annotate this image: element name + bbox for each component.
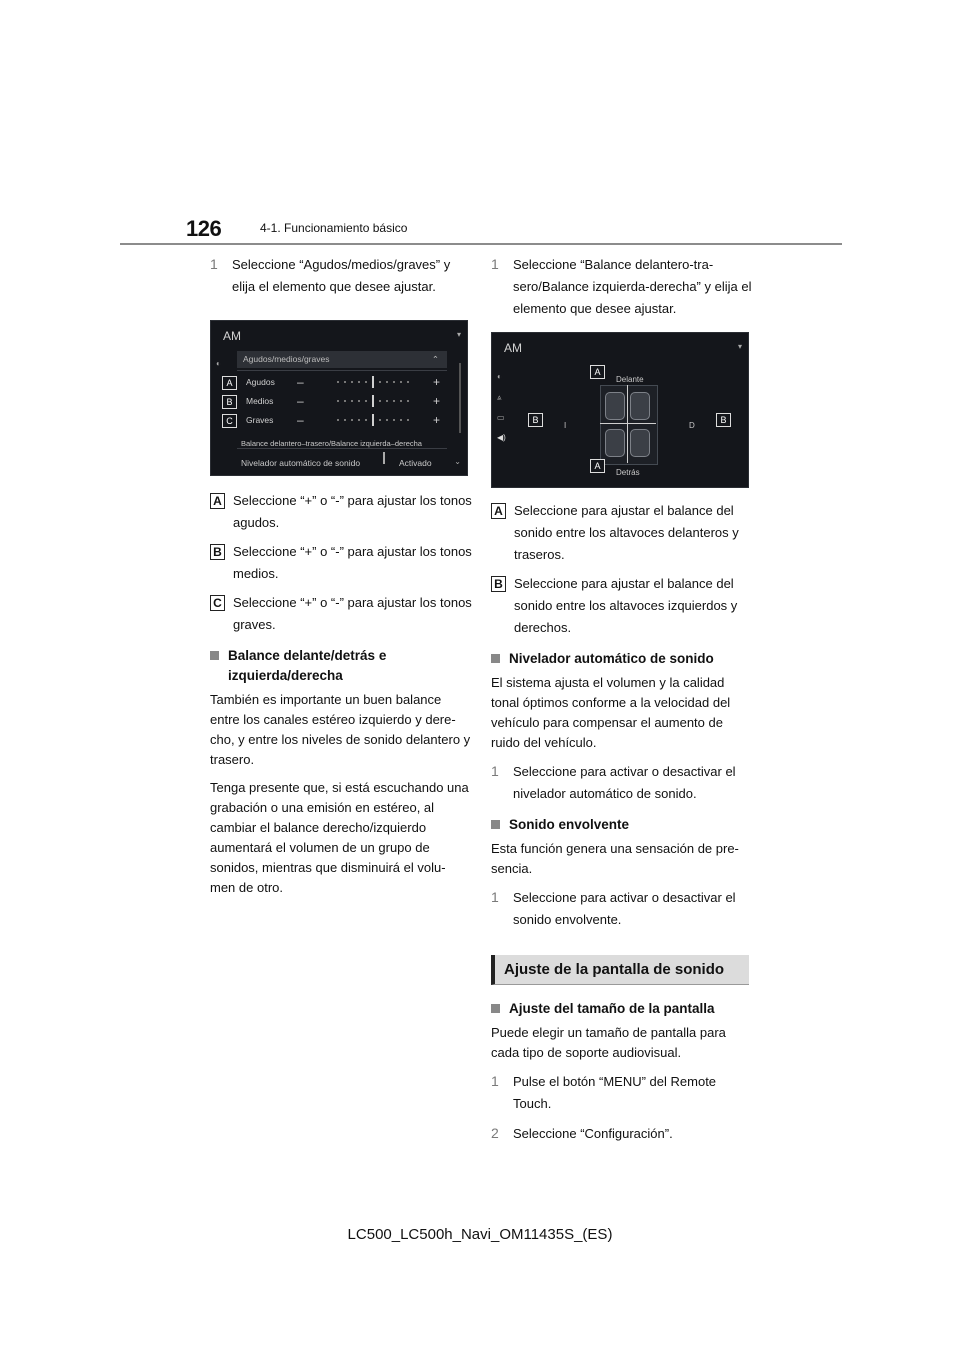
scrollbar[interactable] [459,363,461,433]
equalizer-icon: ⩓ [497,393,502,402]
bass-label: Graves [246,415,274,425]
divider [237,370,447,371]
callout-badge-a: A [222,376,237,390]
treble-label: Agudos [246,377,275,387]
auto-level-value: Activado [399,458,432,468]
legend-text-b: Seleccione para ajustar el balance del sonido entre los altavoces izquierdos y derechos. [514,576,738,635]
signal-icon: ▾ [456,330,461,339]
right-column [491,254,753,1153]
seat-rear-right [630,429,650,457]
mid-row [241,392,447,410]
subheading-text: Sonido envolvente [509,817,630,832]
step-number: 1 [491,763,499,779]
square-bullet-icon [210,651,219,660]
header-divider [120,243,842,245]
step-text: Pulse el botón “MENU” del Remote Touch. [513,1074,717,1111]
treble-row [241,373,447,391]
front-label: Delante [616,375,644,384]
subheading-text: Ajuste del tamaño de la pantalla [509,1001,715,1016]
paragraph-surround: Esta función genera una sensación de pre- sencia. [491,841,739,876]
callout-badge-a-front: A [590,365,605,379]
step-text: Seleccione “Balance delantero-tra- sero/Balance izquierda-derecha” y elija el elemento que desee ajustar. [513,257,752,316]
treble-plus-button[interactable]: + [433,375,441,389]
step-press-menu [491,1071,753,1115]
step-select-treble-mid-bass [210,254,472,298]
balance-menu-item[interactable]: Balance delantero–trasero/Balance izquierda–derecha [241,439,422,448]
legend-text-a: Seleccione para ajustar el balance del sonido entre los altavoces delanteros y traseros. [514,503,739,562]
seat-front-right [630,392,650,420]
legend-text-b: Seleccione “+” o “-” para ajustar los tonos medios. [233,544,472,581]
signal-icon: ▾ [737,342,742,351]
legend-badge-b: B [210,544,225,560]
screen-title: AM [223,329,241,343]
subheading-surround [491,815,753,835]
section-heading-sound-screen: Ajuste de la pantalla de sonido [491,955,749,985]
legend-item-c [210,592,472,636]
mid-minus-button[interactable]: – [297,394,304,408]
step-select-balance [491,254,753,320]
paragraph-balance-note: Tenga presente que, si está escuchando una grabación o una emisión en estéreo, al cambiar el balance derecho/izquierdo aumentará el volumen de un grupo de sonidos, mientras que disminuirá el volu- men de otro. [210,780,469,895]
step-number: 2 [491,1125,499,1141]
source-icon: ◐ [497,372,502,381]
source-icon: ◐ [216,359,221,368]
step-number: 1 [491,256,499,272]
subheading-auto-level [491,649,753,669]
section-title: 4-1. Funcionamiento básico [260,221,408,235]
bass-level-marker [372,414,374,426]
left-column [210,254,472,906]
callout-badge-b: B [222,395,237,409]
step-text: Seleccione “Agudos/medios/graves” y elija el elemento que desee ajustar. [232,257,451,294]
legend-badge-a: A [210,493,225,509]
mid-level-marker [372,395,374,407]
square-bullet-icon [491,654,500,663]
step-toggle-auto-level [491,761,753,805]
treble-minus-button[interactable]: – [297,375,304,389]
left-label: I [564,421,567,430]
square-bullet-icon [491,820,500,829]
legend-badge-c: C [210,595,225,611]
chevron-up-icon: ⌃ [431,354,439,364]
legend-badge-b: B [491,576,506,592]
document-code: LC500_LC500h_Navi_OM11435S_(ES) [347,1226,613,1243]
menu-bar-treble-mid-bass [237,351,447,368]
tone-settings-screenshot [210,320,468,476]
page-number: 126 [186,216,222,241]
subheading-screen-size [491,999,753,1019]
legend-badge-a: A [491,503,506,519]
speaker-icon: ◀) [497,433,506,442]
step-select-settings [491,1123,753,1145]
step-text: Seleccione para activar o desactivar el sonido envolvente. [513,890,736,927]
step-text: Seleccione “Configuración”. [513,1126,673,1141]
mid-label: Medios [246,396,274,406]
callout-badge-c: C [222,414,237,428]
legend-item-b [210,541,472,585]
seat-rear-left [605,429,625,457]
bass-plus-button[interactable]: + [433,413,441,427]
bass-row [241,411,447,429]
seat-front-left [605,392,625,420]
chevron-down-icon: ⌄ [454,457,461,466]
step-number: 1 [491,1073,499,1089]
balance-horizontal-line [600,423,656,424]
legend-item-a [491,500,753,566]
callout-badge-b-right: B [716,413,731,427]
balance-vertical-line [627,385,628,463]
callout-badge-a-rear: A [590,459,605,473]
legend-item-a [210,490,472,534]
step-text: Seleccione para activar o desactivar el nivelador automático de sonido. [513,764,736,801]
square-bullet-icon [491,1004,500,1013]
bass-minus-button[interactable]: – [297,413,304,427]
auto-level-menu-item[interactable]: Nivelador automático de sonido [241,458,361,468]
right-label: D [689,421,695,430]
legend-text-a: Seleccione “+” o “-” para ajustar los tonos agudos. [233,493,472,530]
legend-item-b [491,573,753,639]
display-icon: ▭ [497,413,505,422]
step-toggle-surround [491,887,753,931]
subheading-text: Nivelador automático de sonido [509,651,714,666]
paragraph-screen-size: Puede elegir un tamaño de pantalla para cada tipo de soporte audiovisual. [491,1025,726,1060]
subheading-balance [210,646,472,686]
rear-label: Detrás [616,468,640,477]
divider [237,448,447,449]
screen-title: AM [504,341,522,355]
menu-bar-label: Agudos/medios/graves [243,354,330,364]
step-number: 1 [491,889,499,905]
step-number: 1 [210,256,218,272]
legend-text-c: Seleccione “+” o “-” para ajustar los tonos graves. [233,595,472,632]
treble-level-marker [372,376,374,388]
balance-screenshot [491,332,749,488]
callout-badge-b-left: B [528,413,543,427]
paragraph-balance-importance: También es importante un buen balance entre los canales estéreo izquierdo y dere- cho, y entre los niveles de sonido delantero y trasero. [210,692,471,767]
toggle-indicator [383,452,385,464]
mid-plus-button[interactable]: + [433,394,441,408]
paragraph-auto-level: El sistema ajusta el volumen y la calidad tonal óptimos conforme a la velocidad del vehículo para compensar el aumento de ruido del vehículo. [491,675,731,750]
subheading-text: Balance delante/detrás e izquierda/derecha [228,648,387,683]
